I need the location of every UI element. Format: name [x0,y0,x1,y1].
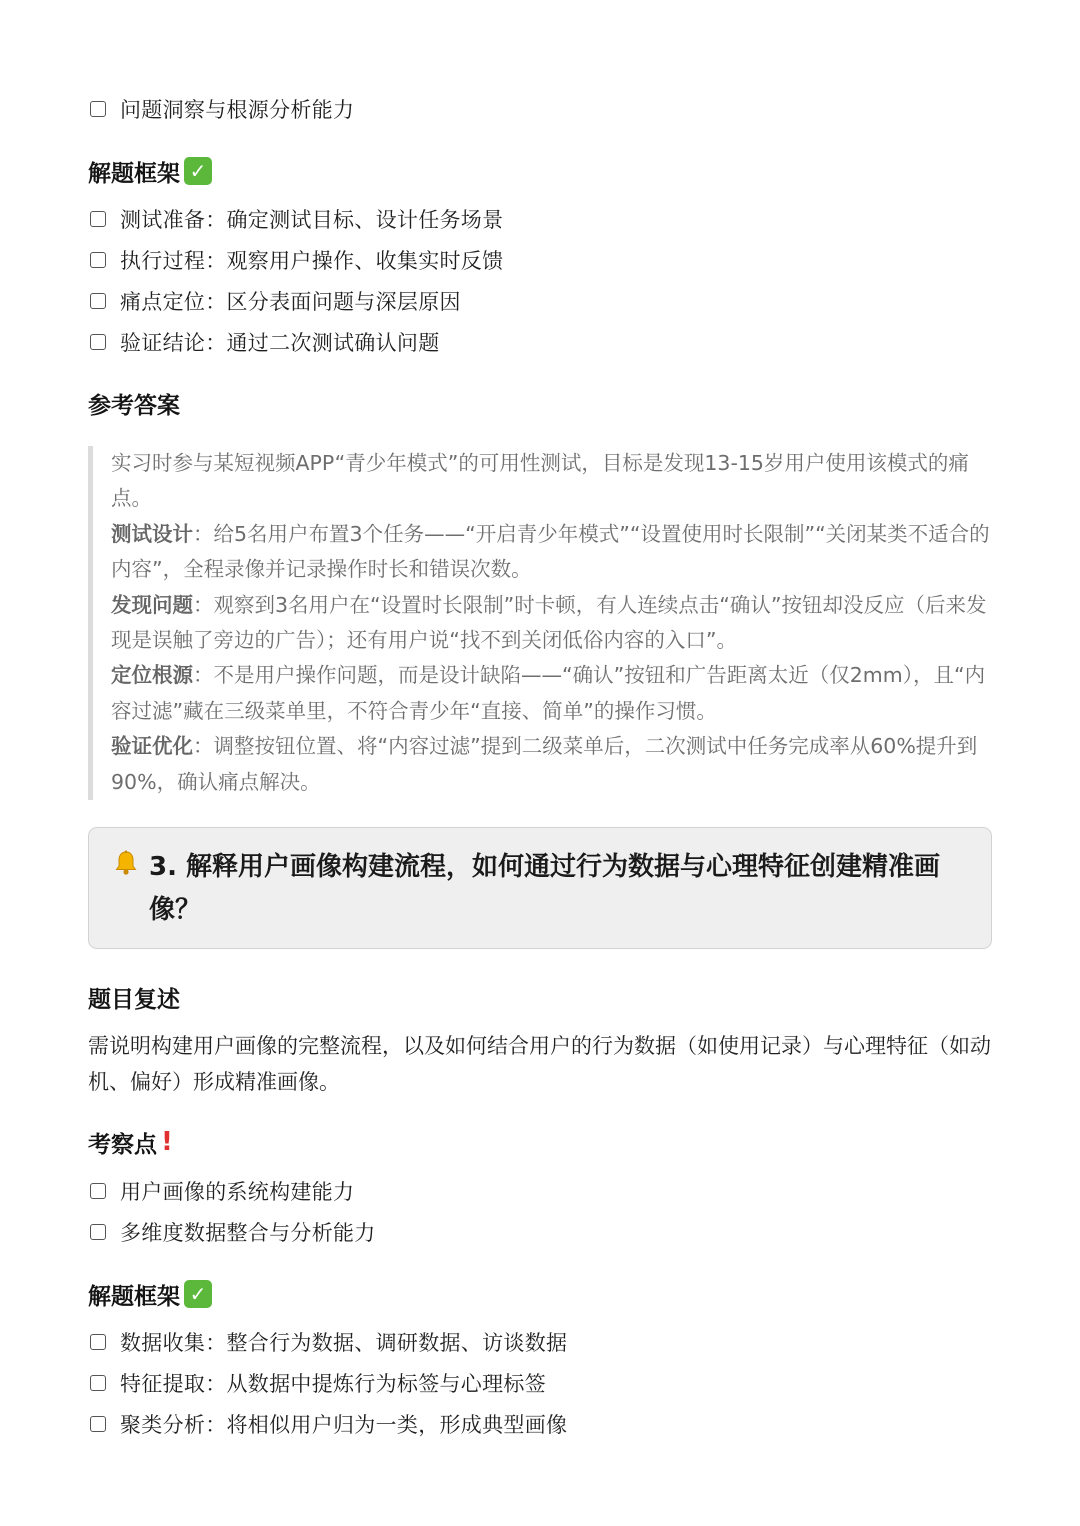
checklist-item-label: 痛点定位：区分表面问题与深层原因 [120,289,461,314]
exclamation-icon: ! [161,1127,173,1157]
framework-1-checklist [88,198,503,362]
framework-2-checklist [88,1321,567,1444]
framework-1-heading [88,151,212,191]
framework-2-heading [88,1274,212,1314]
question-callout [88,827,992,949]
check-mark-icon: ✓ [184,1280,212,1308]
bell-icon [114,850,138,876]
framework-1-heading-text: 解题框架 [88,160,180,187]
reference-heading-text: 参考答案 [88,392,180,419]
framework-2-heading-text: 解题框架 [88,1283,180,1310]
checkbox[interactable] [90,1183,106,1199]
reference-section-text: ：观察到3名用户在“设置时长限制”时卡顿，有人连续点击“确认”按钮却没反应（后来发现是误触了旁边的广告）；还有用户说“找不到关闭低俗内容的入口”。 [111,592,987,653]
checklist-item [88,1362,567,1403]
reference-section-label: 定位根源 [111,663,193,688]
reference-section [111,517,992,588]
checklist-item [88,1403,567,1444]
checkbox[interactable] [90,1375,106,1391]
checklist-item [88,321,503,362]
checklist-item [88,239,503,280]
reference-section [111,658,992,729]
checklist-item [88,198,503,239]
checkbox[interactable] [90,1334,106,1350]
assessment-checklist [88,1170,376,1252]
reference-section-label: 测试设计 [111,521,193,546]
checklist-item-label: 用户画像的系统构建能力 [120,1179,355,1204]
restatement-heading [88,977,180,1017]
reference-section-text: ：不是用户操作问题，而是设计缺陷——“确认”按钮和广告距离太近（仅2mm），且“内容过滤”藏在三级菜单里，不符合青少年“直接、简单”的操作习惯。 [111,663,986,723]
restatement-heading-text: 题目复述 [88,986,180,1013]
checklist-item-label: 测试准备：确定测试目标、设计任务场景 [120,207,504,232]
reference-blockquote [88,446,992,800]
check-mark-icon: ✓ [184,157,212,185]
top-checklist [88,88,354,129]
checklist-item-label: 多维度数据整合与分析能力 [120,1220,376,1245]
assessment-heading-text: 考察点 [88,1131,157,1158]
reference-section-label: 验证优化 [111,734,193,759]
checklist-item-label: 验证结论：通过二次测试确认问题 [120,330,440,355]
checklist-item-label: 特征提取：从数据中提炼行为标签与心理标签 [120,1371,546,1396]
reference-section-text: ：调整按钮位置、将“内容过滤”提到二级菜单后，二次测试中任务完成率从60%提升到90%，确认痛点解决。 [111,734,978,794]
checkbox[interactable] [90,252,106,268]
reference-section [111,729,992,800]
reference-heading [88,383,180,423]
checklist-item [88,280,503,321]
reference-section-label: 发现问题 [111,592,193,617]
checkbox[interactable] [90,293,106,309]
checkbox[interactable] [90,334,106,350]
reference-section-text: ：给5名用户布置3个任务——“开启青少年模式”“设置使用时长限制”“关闭某类不适合的内容”，全程录像并记录操作时长和错误次数。 [111,521,990,582]
checkbox[interactable] [90,101,106,117]
checklist-item [88,1211,376,1252]
reference-intro: 实习时参与某短视频APP“青少年模式”的可用性测试，目标是发现13-15岁用户使用该模式的痛点。 [111,451,969,511]
checklist-item [88,1170,376,1211]
checklist-item-label: 数据收集：整合行为数据、调研数据、访谈数据 [120,1330,568,1355]
checklist-item [88,1321,567,1362]
checkbox[interactable] [90,1224,106,1240]
checklist-item-label: 执行过程：观察用户操作、收集实时反馈 [120,248,504,273]
checkbox[interactable] [90,1416,106,1432]
assessment-heading [88,1122,173,1162]
question-title: 3. 解释用户画像构建流程，如何通过行为数据与心理特征创建精准画像？ [149,852,941,925]
restatement-text: 需说明构建用户画像的完整流程，以及如何结合用户的行为数据（如使用记录）与心理特征（如动机、偏好）形成精准画像。 [88,1034,991,1094]
reference-section [111,588,992,659]
checklist-item-label: 问题洞察与根源分析能力 [120,97,355,122]
checklist-item-label: 聚类分析：将相似用户归为一类，形成典型画像 [120,1412,568,1437]
checkbox[interactable] [90,211,106,227]
checklist-item [88,88,354,129]
